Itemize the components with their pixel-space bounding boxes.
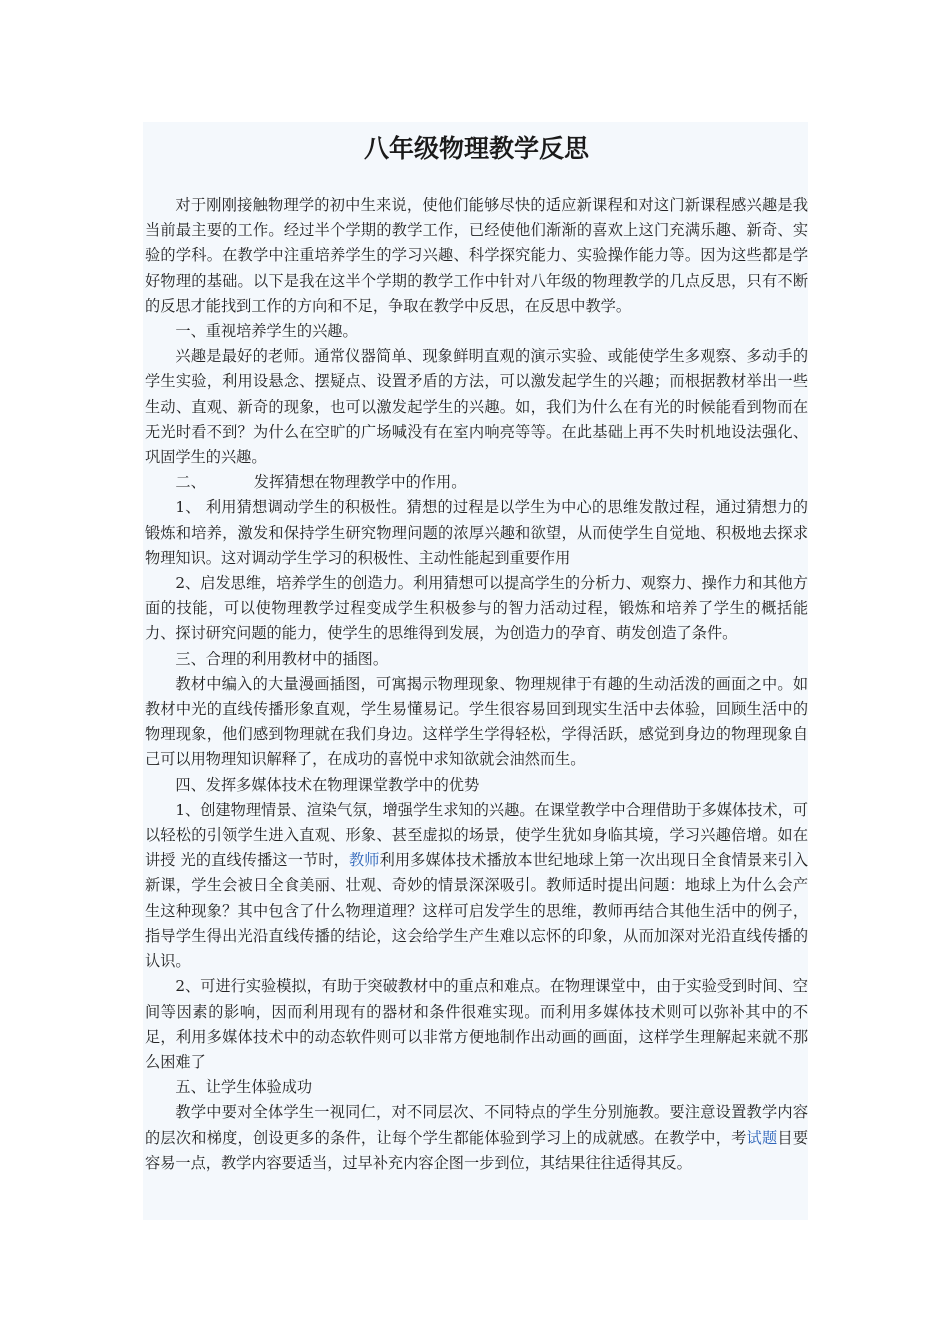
section-4-item-1-end: 利用多媒体技术播放本世纪地球上第一次出现日全食情景来引入新课，学生会被日全食美丽、壮观、奇妙的情景深深吸引。教师适时提出问题：地球上为什么会产生这种现象？其中包含了什么物理道理？这样可启发学生的思维，教师再结合其他生活中的例子，指导学生得出光沿直线传播的结论，这会给学生产生难以忘怀的印象，从而加深对光沿直线传播的认识。 [145,851,809,971]
section-5-paragraph [145,1100,808,1176]
section-1-paragraph: 兴趣是最好的老师。通常仪器简单、现象鲜明直观的演示实验、或能使学生多观察、多动手的学生实验，利用设悬念、摆疑点、设置矛盾的方法，可以激发起学生的兴趣；而根据教材举出一些生动、直观、新奇的现象，也可以激发起学生的兴趣。如，我们为什么在有光的时候能看到物而在无光时看不到？为什么在空旷的广场喊没有在室内响亮等等。在此基础上再不失时机地设法强化、巩固学生的兴趣。 [145,347,808,467]
section-5-paragraph-start: 教学中要对全体学生一视同仁，对不同层次、不同特点的学生分别施教。要注意设置教学内容的层次和梯度，创设更多的条件，让每个学生都能体验到学习上的成就感。在教学中，考 [145,1103,808,1147]
page-title: 八年级物理教学反思 [363,134,589,163]
exam-link[interactable]: 试题 [746,1128,778,1147]
section-2-item-1: 1、 利用猜想调动学生的积极性。猜想的过程是以学生为中心的思维发散过程，通过猜想力的锻炼和培养，激发和保持学生研究物理问题的浓厚兴趣和欲望，从而使学生自觉地、积极地去探求物理知识。这对调动学生学习的积极性、主动性能起到重要作用 [145,498,808,567]
section-3-paragraph: 教材中编入的大量漫画插图，可寓揭示物理现象、物理规律于有趣的生动活泼的画面之中。如教材中光的直线传播形象直观，学生易懂易记。学生很容易回到现实生活中去体验，回顾生活中的物理现象，他们感到物理就在我们身边。这样学生学得轻松，学得活跃，感觉到身边的物理现象自己可以用物理知识解释了，在成功的喜悦中求知欲就会油然而生。 [145,674,808,769]
section-heading-1: 一、重视培养学生的兴趣。 [175,322,358,341]
section-heading-2-number: 二、 [175,473,206,492]
section-heading-4: 四、发挥多媒体技术在物理课堂教学中的优势 [175,775,480,794]
section-4-item-1 [145,798,808,974]
section-4-item-1-start: 1、创建物理情景、渲染气氛，增强学生求知的兴趣。在课堂教学中合理借助于多媒体技术，可以轻松的引领学生进入直观、形象、甚至虚拟的场景，使学生犹如身临其境，学习兴趣倍增。如在讲授 光的直线传播这一节时， [145,800,808,870]
section-heading-5: 五、让学生体验成功 [175,1078,313,1097]
intro-paragraph: 对于刚刚接触物理学的初中生来说，使他们能够尽快的适应新课程和对这门新课程感兴趣是我当前最主要的工作。经过半个学期的教学工作，已经使他们渐渐的喜欢上这门充满乐趣、新奇、实验的学科。在教学中注重培养学生的学习兴趣、科学探究能力、实验操作能力等。因为这些都是学好物理的基础。以下是我在这半个学期的教学工作中针对八年级的物理教学的几点反思，只有不断的反思才能找到工作的方向和不足，争取在教学中反思，在反思中教学。 [145,196,808,315]
section-4-item-2: 2、可进行实验模拟，有助于突破教材中的重点和难点。在物理课堂中，由于实验受到时间、空间等因素的影响，因而利用现有的器材和条件很难实现。而利用多媒体技术则可以弥补其中的不足，利用多媒体技术中的动态软件则可以非常方便地制作出动画的画面，这样学生理解起来就不那么困难了 [145,977,808,1071]
section-5-paragraph-end: 目要容易一点，教学内容要适当，过早补充内容企图一步到位，其结果往往适得其反。 [145,1128,809,1172]
section-heading-3: 三、合理的利用教材中的插图。 [175,649,389,668]
teacher-link[interactable]: 教师 [348,851,380,870]
section-2-item-2: 2、启发思维，培养学生的创造力。利用猜想可以提高学生的分析力、观察力、操作力和其他方面的技能，可以使物理教学过程变成学生积极参与的智力活动过程，锻炼和培养了学生的概括能力、探讨研究问题的能力，使学生的思维得到发展，为创造力的孕育、萌发创造了条件。 [145,574,808,643]
section-heading-2 [145,470,808,495]
article-content [143,122,808,1220]
section-heading-2-text: 发挥猜想在物理教学中的作用。 [253,473,467,492]
